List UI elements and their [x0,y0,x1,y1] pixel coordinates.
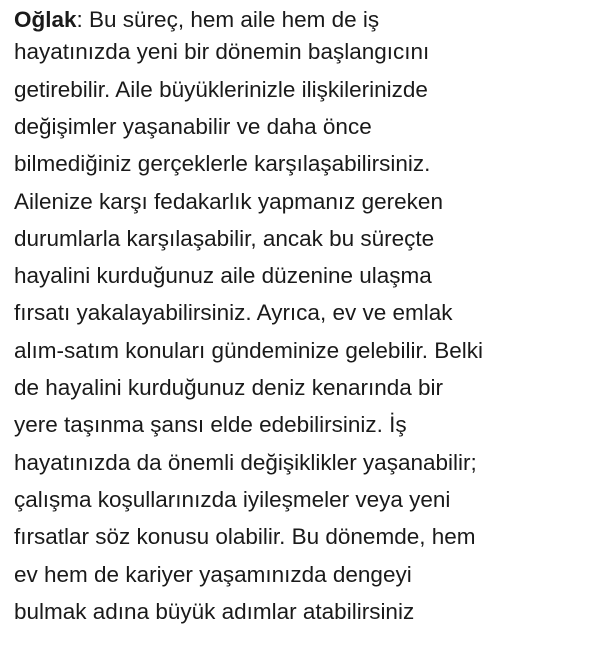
first-line-text: : Bu süreç, hem aile hem de iş [76,7,380,32]
paragraph-line-15: fırsatlar söz konusu olabilir. Bu dönemde, hem [14,524,476,549]
paragraph-line-5: bilmediğiniz gerçeklerle karşılaşabilirsiniz. [14,151,431,176]
paragraph-line-6: Ailenize karşı fedakarlık yapmanız gereken [14,189,443,214]
paragraph-line-11: de hayalini kurduğunuz deniz kenarında bir [14,375,444,400]
paragraph-line-8: hayalini kurduğunuz aile düzenine ulaşma [14,263,432,288]
paragraph-line-2: hayatınızda yeni bir dönemin başlangıcını [14,39,430,64]
paragraph-line-9: fırsatı yakalayabilirsiniz. Ayrıca, ev ve emlak [14,300,453,325]
paragraph-line-17: bulmak adına büyük adımlar atabilirsiniz [14,599,415,624]
paragraph-line-3: getirebilir. Aile büyüklerinizle ilişkilerinizde [14,77,428,102]
zodiac-sign-label: Oğlak [14,7,77,32]
paragraph-line-1 [14,2,379,38]
paragraph-line-4: değişimler yaşanabilir ve daha önce [14,114,372,139]
paragraph-line-13: hayatınızda da önemli değişiklikler yaşanabilir; [14,450,477,475]
paragraph-line-10: alım-satım konuları gündeminize gelebilir. Belki [14,338,483,363]
paragraph-line-16: ev hem de kariyer yaşamınızda dengeyi [14,562,412,587]
paragraph-line-14: çalışma koşullarınızda iyileşmeler veya yeni [14,487,451,512]
paragraph-line-7: durumlarla karşılaşabilir, ancak bu süreçte [14,226,435,251]
paragraph-line-12: yere taşınma şansı elde edebilirsiniz. İş [14,412,407,437]
